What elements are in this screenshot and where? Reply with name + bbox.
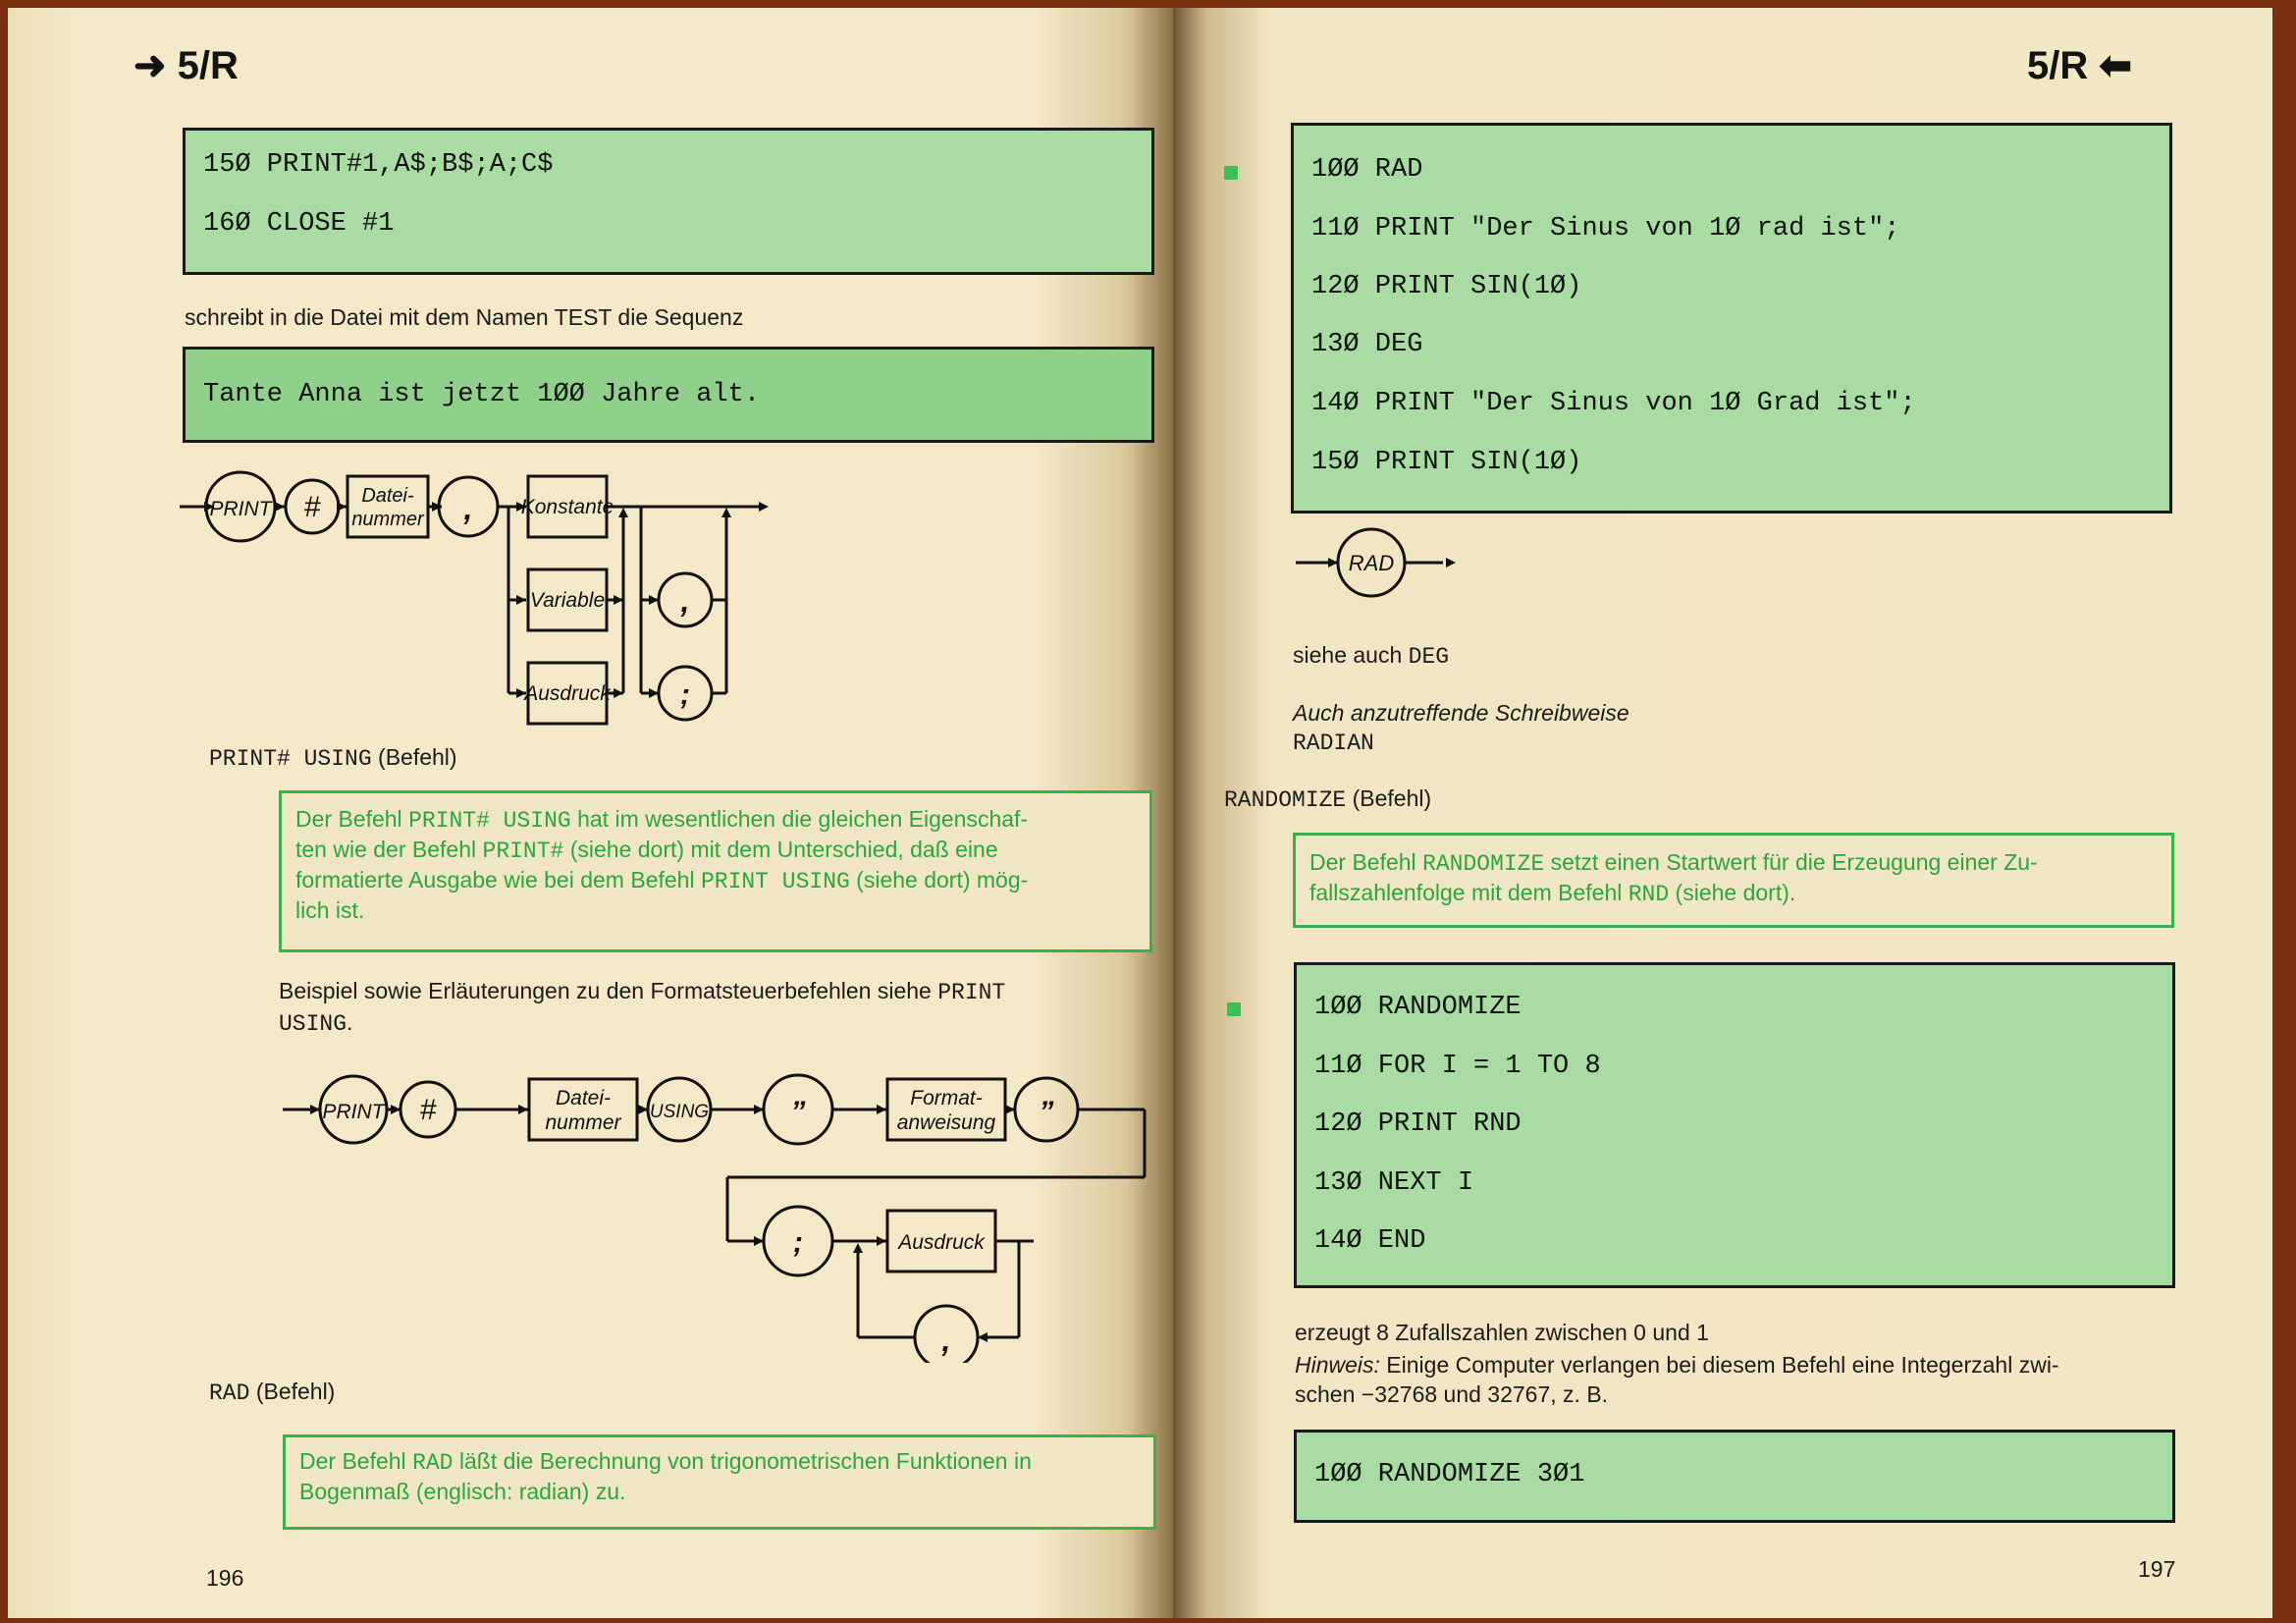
code-line: 1ØØ RANDOMIZE 3Ø1	[1314, 1460, 1585, 1489]
info-text: Der Befehl PRINT# USING hat im wesentlichen die gleichen Eigenschaf- ten wie der Befehl PRINT# (siehe dort) mit dem Unterschied, daß eine formatierte Ausgabe wie bei dem Befehl PRINT USING (siehe dort) mög- lich ist.	[295, 806, 1029, 923]
code-line: 15Ø PRINT#1,A$;B$;A;C$	[203, 150, 554, 180]
code-line: Tante Anna ist jetzt 1ØØ Jahre alt.	[203, 380, 761, 409]
code-line: 14Ø END	[1314, 1226, 1426, 1256]
info-box-rad	[283, 1434, 1156, 1530]
diagram-datei-label: Datei-	[361, 485, 414, 507]
body-text: schreibt in die Datei mit dem Namen TEST die Sequenz	[185, 304, 744, 330]
info-box-randomize	[1293, 833, 2174, 928]
alt-notation-keyword: RADIAN	[1293, 730, 1374, 756]
diagram-opt-comma-label: ,	[680, 583, 690, 619]
diagram2-anweisung-label: anweisung	[896, 1111, 996, 1134]
code-block-randomize-seed	[1294, 1430, 2175, 1523]
diagram2-datei-label: Datei-	[555, 1087, 612, 1109]
syntax-diagram-print-using	[8, 1068, 1173, 1363]
code-block-sequence	[183, 347, 1154, 443]
code-block-randomize-example	[1294, 962, 2175, 1288]
alt-notation-label: Auch anzutreffende Schreibweise	[1293, 700, 1629, 726]
diagram-rad-label: RAD	[1348, 551, 1395, 575]
diagram-ausdruck-label: Ausdruck	[524, 682, 611, 705]
diagram-opt-semicolon-label: ;	[680, 678, 690, 711]
code-line: 13Ø DEG	[1311, 330, 1423, 359]
syntax-diagram-rad	[1173, 518, 1566, 607]
left-header: ➜ 5/R	[133, 44, 239, 87]
syntax-diagram-print-hash	[8, 455, 1173, 739]
code-line: 12Ø PRINT SIN(1Ø)	[1311, 272, 1582, 301]
info-box-print-using	[279, 790, 1152, 952]
diagram2-format-label: Format-	[910, 1087, 983, 1109]
code-line: 11Ø PRINT "Der Sinus von 1Ø rad ist";	[1311, 214, 1900, 243]
code-line: 16Ø CLOSE #1	[203, 209, 395, 239]
bullet-icon	[1227, 1002, 1241, 1016]
code-line: 1ØØ RANDOMIZE	[1314, 993, 1522, 1022]
bullet-icon	[1224, 166, 1238, 180]
info-text: Der Befehl RANDOMIZE setzt einen Startwert für die Erzeugung einer Zu- fallszahlenfolge mit dem Befehl RND (siehe dort).	[1309, 849, 2038, 907]
code-line: 12Ø PRINT RND	[1314, 1109, 1522, 1139]
code-line: 14Ø PRINT "Der Sinus von 1Ø Grad ist";	[1311, 389, 1916, 418]
diagram2-comma-label: ,	[941, 1323, 951, 1358]
see-also-text: siehe auch DEG	[1293, 642, 1450, 670]
arrow-left-icon: ⬅	[2099, 44, 2132, 87]
right-page	[1173, 8, 2272, 1618]
right-header: 5/R ⬅	[2027, 44, 2132, 87]
diagram2-quote-open: ”	[790, 1096, 806, 1128]
left-page	[8, 8, 1173, 1618]
heading-randomize: RANDOMIZE (Befehl)	[1224, 785, 1432, 813]
info-text: Der Befehl RAD läßt die Berechnung von trigonometrischen Funktionen in Bogenmaß (englisch: radian) zu.	[299, 1448, 1032, 1504]
diagram-hash-label: #	[303, 491, 321, 523]
diagram-konstante-label: Konstante	[520, 496, 614, 518]
hint-text: Hinweis: Einige Computer verlangen bei diesem Befehl eine Integerzahl zwi- schen −32768 und 32767, z. B.	[1295, 1352, 2059, 1407]
diagram-variable-label: Variable	[529, 589, 606, 612]
code-line: 13Ø NEXT I	[1314, 1168, 1474, 1198]
body-text-formats: Beispiel sowie Erläuterungen zu den Formatsteuerbefehlen siehe PRINT USING.	[279, 978, 1006, 1037]
code-line: 1ØØ RAD	[1311, 155, 1423, 185]
diagram-comma-label: ,	[463, 491, 473, 526]
diagram2-ausdruck-label: Ausdruck	[898, 1231, 985, 1254]
heading-print-using: PRINT# USING (Befehl)	[209, 744, 457, 772]
diagram2-semicolon-label: ;	[793, 1226, 803, 1259]
heading-rad: RAD (Befehl)	[209, 1379, 336, 1406]
code-block-print-close	[183, 128, 1154, 275]
diagram2-using-label: USING	[649, 1102, 710, 1122]
diagram2-quote-close: ”	[1039, 1096, 1054, 1128]
result-text: erzeugt 8 Zufallszahlen zwischen 0 und 1	[1295, 1320, 1709, 1345]
page-number-right: 197	[2138, 1556, 2176, 1582]
code-line: 15Ø PRINT SIN(1Ø)	[1311, 448, 1582, 477]
arrow-right-icon: ➜	[133, 44, 167, 87]
diagram2-nummer-label: nummer	[545, 1111, 621, 1134]
code-block-rad-example	[1291, 123, 2172, 514]
diagram2-hash-label: #	[419, 1094, 437, 1126]
diagram2-print-label: PRINT	[322, 1101, 385, 1123]
code-line: 11Ø FOR I = 1 TO 8	[1314, 1052, 1601, 1081]
page-number-left: 196	[206, 1565, 244, 1591]
diagram-print-label: PRINT	[209, 498, 272, 520]
diagram-nummer-label: nummer	[351, 509, 424, 530]
